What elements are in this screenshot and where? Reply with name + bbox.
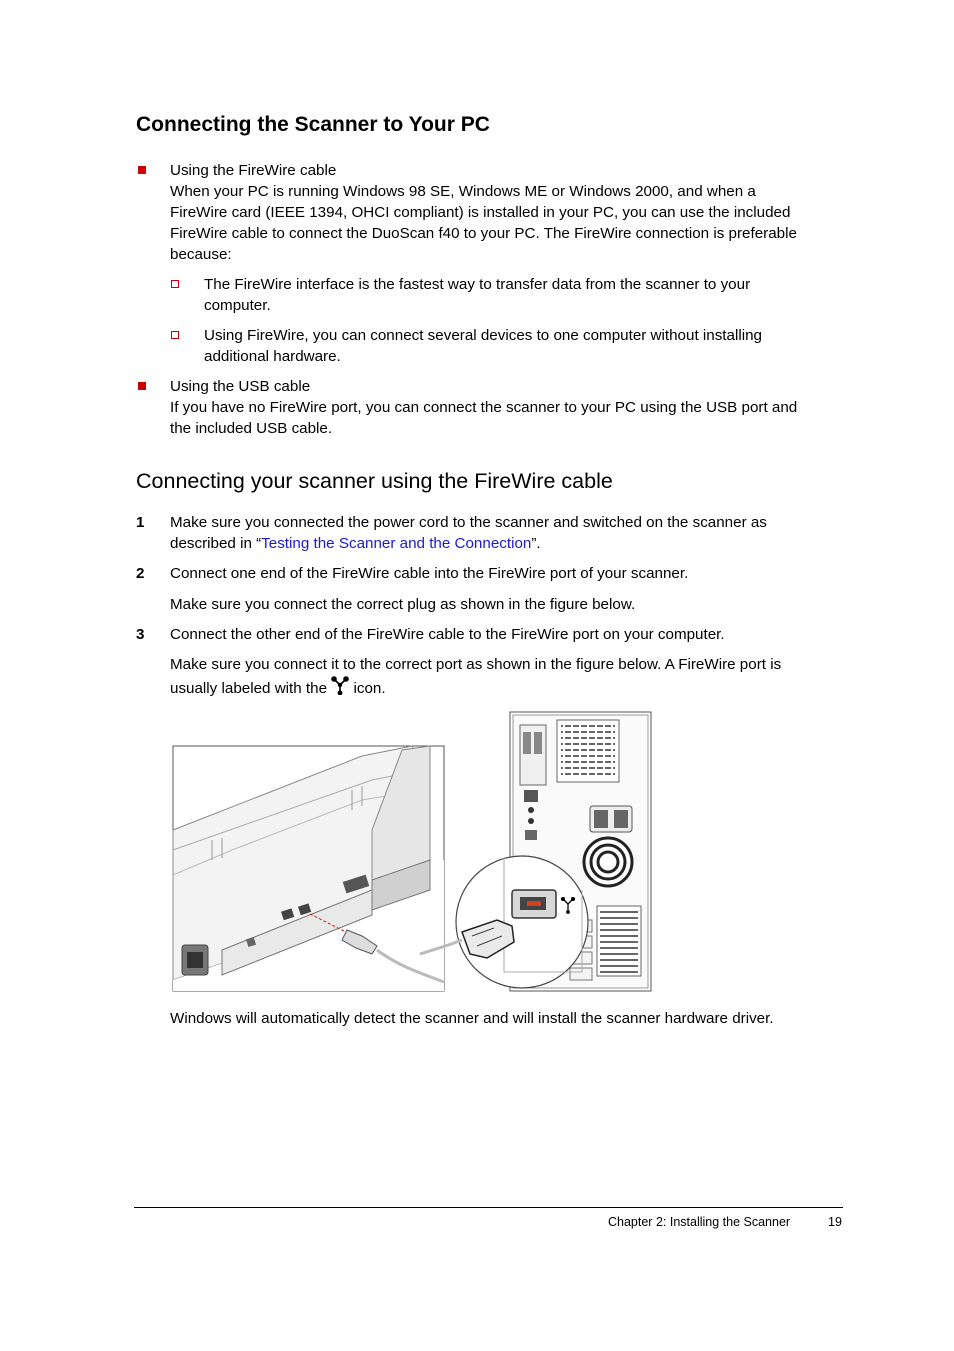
step-text: Connect one end of the FireWire cable into the FireWire port of your scanner. xyxy=(170,565,689,582)
step-note-suffix: icon. xyxy=(349,680,386,697)
step-number: 2 xyxy=(136,565,145,582)
connection-figure xyxy=(172,710,654,994)
bullet-title-firewire: Using the FireWire cable xyxy=(170,162,337,179)
bullet-body-line: If you have no FireWire port, you can connect the scanner to your PC using the USB port and xyxy=(170,399,798,416)
step-note: Make sure you connect the correct plug as shown in the figure below. xyxy=(170,596,636,613)
subbullet-line: The FireWire interface is the fastest way to transfer data from the scanner to your xyxy=(204,276,751,293)
step-note: Make sure you connect it to the correct port as shown in the figure below. A FireWire port is xyxy=(170,656,782,673)
testing-link[interactable]: Testing the Scanner and the Connection xyxy=(261,535,532,552)
firewire-port-closeup xyxy=(420,856,588,988)
bullet-body-line: FireWire cable to connect the DuoScan f40 to your PC. The FireWire connection is preferable xyxy=(170,225,797,242)
step-text-line2 xyxy=(170,533,541,554)
subbullet-line: additional hardware. xyxy=(204,348,341,365)
footer-rule xyxy=(134,1207,843,1208)
firewire-icon xyxy=(331,675,349,695)
subbullet-line: computer. xyxy=(204,297,271,314)
bullet-marker xyxy=(138,166,146,174)
subbullet-marker xyxy=(171,280,179,288)
page-number: 19 xyxy=(828,1215,842,1229)
bullet-body-line: When your PC is running Windows 98 SE, Windows ME or Windows 2000, and when a xyxy=(170,183,756,200)
bullet-title-usb: Using the USB cable xyxy=(170,378,311,395)
step-text-suffix: ”. xyxy=(531,535,541,552)
step-text: Connect the other end of the FireWire cable to the FireWire port on your computer. xyxy=(170,626,725,643)
step-text-prefix: described in “ xyxy=(170,535,262,552)
footer-chapter: Chapter 2: Installing the Scanner xyxy=(608,1215,791,1229)
conclusion-text: Windows will automatically detect the scanner and will install the scanner hardware driver. xyxy=(170,1010,774,1027)
page-title: Connecting the Scanner to Your PC xyxy=(136,113,490,136)
subbullet-line: Using FireWire, you can connect several devices to one computer without installing xyxy=(204,327,762,344)
step-number: 3 xyxy=(136,626,145,643)
bullet-body-line: the included USB cable. xyxy=(170,420,333,437)
step-number: 1 xyxy=(136,514,145,531)
section-heading: Connecting your scanner using the FireWire cable xyxy=(136,469,613,493)
bullet-marker xyxy=(138,382,146,390)
step-text: Make sure you connected the power cord to the scanner and switched on the scanner as xyxy=(170,514,767,531)
scanner-illustration xyxy=(173,746,444,991)
step-note-line2 xyxy=(170,675,386,699)
subbullet-marker xyxy=(171,331,179,339)
bullet-body-line: because: xyxy=(170,246,232,263)
bullet-body-line: FireWire card (IEEE 1394, OHCI compliant) is installed in your PC, you can use the included xyxy=(170,204,791,221)
step-note-prefix: usually labeled with the xyxy=(170,680,332,697)
